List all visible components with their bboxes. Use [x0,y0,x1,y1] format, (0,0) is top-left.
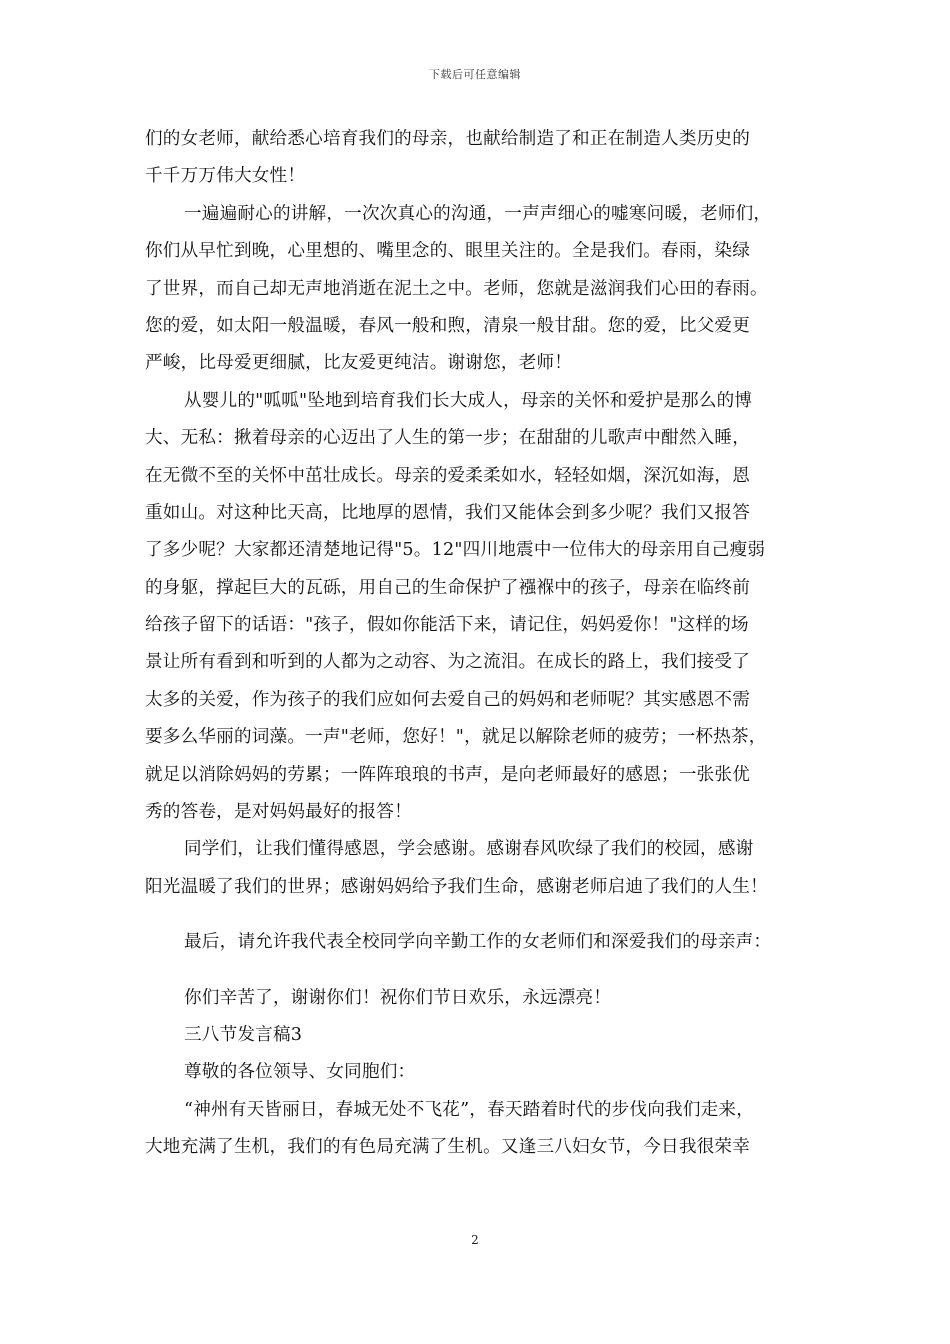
paragraph-spacer [145,906,809,924]
page-number: 2 [471,1233,479,1247]
text-line: 给孩子留下的话语："孩子，假如你能活下来，请记住，妈妈爱你！"这样的场 [145,615,749,636]
text-line: 三八节发言稿3 [184,1024,303,1045]
paragraph-spacer [145,962,809,980]
text-line: 严峻，比母爱更细腻，比友爱更纯洁。谢谢您，老师！ [145,353,573,374]
text-line: 阳光温暖了我们的世界；感谢妈妈给予我们生命，感谢老师启迪了我们的人生！ [145,876,768,897]
text-line: 景让所有看到和听到的人都为之动容、为之流泪。在成长的路上，我们接受了 [145,652,750,673]
paragraph [145,383,809,832]
paragraph [145,980,809,1017]
text-line: 太多的关爱，作为孩子的我们应如何去爱自己的妈妈和老师呢？其实感恩不需 [145,689,750,710]
text-line: 要多么华丽的词藻。一声"老师，您好！"，就足以解除老师的疲劳；一杯热茶， [145,727,767,748]
page-header: 下载后可任意编辑 [429,68,521,81]
text-line: 重如山。对这种比天高，比地厚的恩情，我们又能体会到多少呢？我们又报答 [145,502,750,523]
text-line: 们的女老师，献给悉心培育我们的母亲，也献给制造了和正在制造人类历史的 [145,129,750,149]
text-line: 您的爱，如太阳一般温暖，春风一般和煦，清泉一般甘甜。您的爱，比父爱更 [145,315,750,336]
text-line: 大、无私：揪着母亲的心迈出了人生的第一步；在甜甜的儿歌声中酣然入睡， [145,428,750,449]
text-line: 最后，请允许我代表全校同学向辛勤工作的女老师们和深爱我们的母亲声： [184,932,772,953]
text-line: 你们从早忙到晚，心里想的、嘴里念的、眼里关注的。全是我们。春雨，染绿 [145,241,750,262]
text-line: 从婴儿的"呱呱"坠地到培育我们长大成人，母亲的关怀和爱护是那么的博 [184,390,753,411]
text-line: 秀的答卷，是对妈妈最好的报答！ [145,802,412,823]
paragraph [145,1017,809,1054]
text-line: “神州有天皆丽日，春城无处不飞花”，春天踏着时代的步伐向我们走来， [184,1099,754,1120]
text-line: 了多少呢？大家都还清楚地记得"5。12"四川地震中一位伟大的母亲用自己瘦弱 [145,540,766,561]
text-line: 你们辛苦了，谢谢你们！祝你们节日欢乐，永远漂亮！ [184,987,612,1008]
paragraph [145,121,809,196]
text-line: 了世界，而自己却无声地消逝在泥土之中。老师，您就是滋润我们心田的春雨。 [145,278,768,299]
paragraph [145,196,809,383]
text-line: 一遍遍耐心的讲解，一次次真心的沟通，一声声细心的嘘寒问暖，老师们， [184,203,772,224]
paragraph [145,1054,809,1091]
text-line: 千千万万伟大女性！ [145,166,306,187]
paragraph [145,831,809,906]
text-line: 同学们，让我们懂得感恩，学会感谢。感谢春风吹绿了我们的校园，感谢 [184,839,754,860]
text-line: 就足以消除妈妈的劳累；一阵阵琅琅的书声，是向老师最好的感恩；一张张优 [145,764,750,785]
text-line: 在无微不至的关怀中茁壮成长。母亲的爱柔柔如水，轻轻如烟，深沉如海，恩 [145,465,750,486]
document-body [145,121,809,1167]
text-line: 尊敬的各位领导、女同胞们： [184,1062,416,1083]
text-line: 大地充满了生机，我们的有色局充满了生机。又逢三八妇女节，今日我很荣幸 [145,1137,750,1158]
text-line: 的身躯，撑起巨大的瓦砾，用自己的生命保护了襁褓中的孩子，母亲在临终前 [145,577,750,598]
paragraph [145,1092,809,1167]
paragraph [145,924,809,961]
